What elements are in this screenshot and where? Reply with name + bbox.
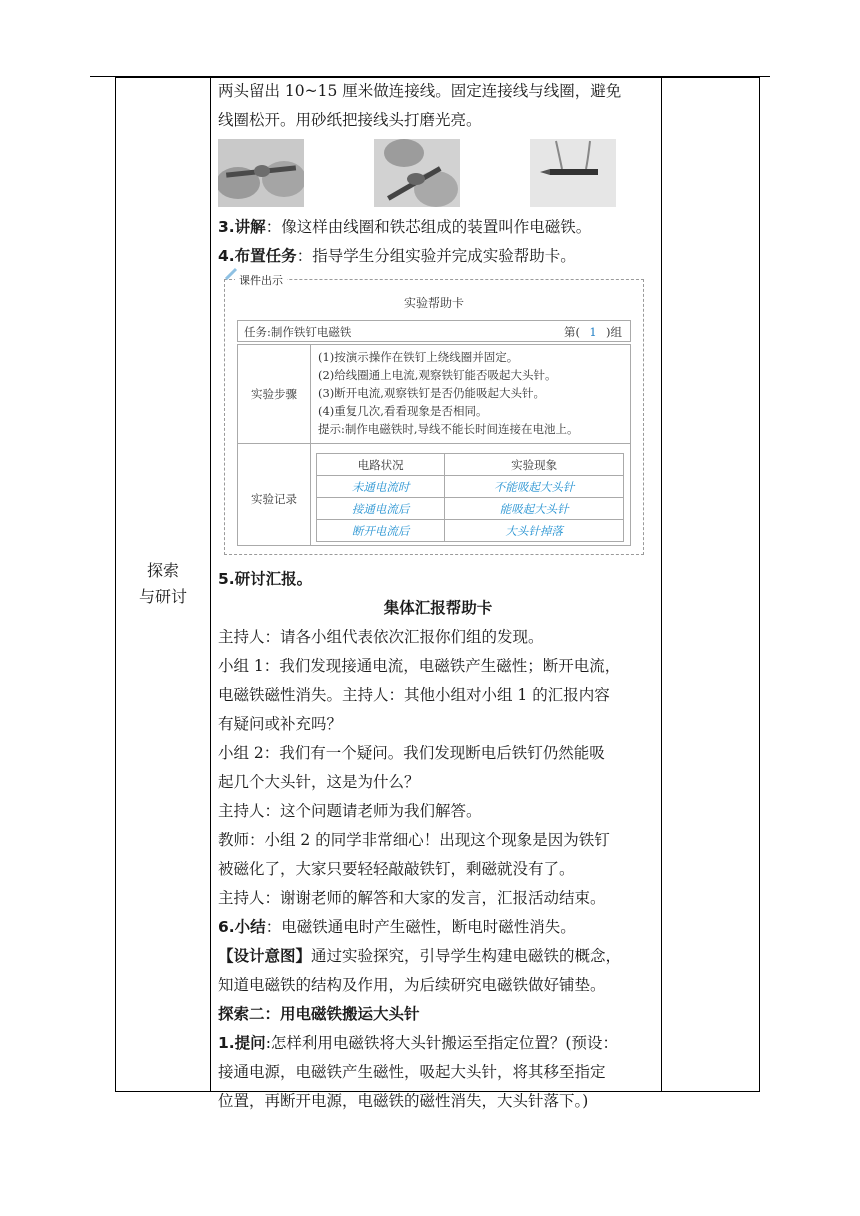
step-3-text: ：像这样由线圈和铁芯组成的装置叫作电磁铁。 bbox=[265, 218, 592, 236]
table-row: 未通电流时 不能吸起大头针 bbox=[317, 476, 624, 498]
text-line: 接通电源，电磁铁产生磁性，吸起大头针，将其移至指定 bbox=[218, 1063, 606, 1081]
text-line: 小组 1：我们发现接通电流，电磁铁产生磁性；断开电流， bbox=[218, 657, 621, 675]
question-1: 1.提问:怎样利用电磁铁将大头针搬运至指定位置？(预设： bbox=[218, 1034, 618, 1052]
text-line: 位置，再断开电源，电磁铁的磁性消失，大头针落下。) bbox=[218, 1092, 589, 1110]
photo-strip bbox=[218, 139, 658, 211]
column-divider-right bbox=[661, 78, 662, 1091]
photo-finished-electromagnet bbox=[530, 139, 616, 207]
text-line: 线圈松开。用砂纸把接线头打磨光亮。 bbox=[218, 111, 482, 129]
steps-list bbox=[318, 348, 630, 438]
task-row bbox=[237, 320, 631, 342]
step-item: (2)给线圈通上电流,观察铁钉能否吸起大头针。 bbox=[318, 368, 557, 382]
column-divider-left bbox=[210, 78, 211, 1091]
text-line: 被磁化了，大家只要轻轻敲敲铁钉，剩磁就没有了。 bbox=[218, 860, 575, 878]
step-item: (1)按演示操作在铁钉上绕线圈并固定。 bbox=[318, 350, 519, 364]
step-4 bbox=[218, 242, 658, 271]
text-line: 主持人：请各小组代表依次汇报你们组的发现。 bbox=[218, 628, 544, 646]
step-tip: 提示:制作电磁铁时,导线不能长时间连接在电池上。 bbox=[318, 422, 579, 436]
photo-winding-coil bbox=[218, 139, 304, 207]
record-header: 实验现象 bbox=[445, 454, 624, 476]
table-row: 断开电流后 大头针掉落 bbox=[317, 520, 624, 542]
record-header: 电路状况 bbox=[317, 454, 445, 476]
step-3-label: 3.讲解 bbox=[218, 218, 266, 236]
group-number: 第( 1 )组 bbox=[564, 325, 622, 339]
step-4-label: 4.布置任务 bbox=[218, 247, 297, 265]
text-line: 小组 2：我们有一个疑问。我们发现断电后铁钉仍然能吸 bbox=[218, 744, 605, 762]
section-label bbox=[116, 558, 210, 610]
record-table bbox=[316, 453, 624, 542]
step-3 bbox=[218, 213, 658, 242]
photo-fixing-wire bbox=[374, 139, 460, 207]
card-tag: 课件出示 bbox=[235, 272, 287, 290]
report-card-title: 集体汇报帮助卡 bbox=[383, 599, 493, 617]
design-intent: 【设计意图】通过实验探究，引导学生构建电磁铁的概念， bbox=[218, 947, 622, 965]
section-label-line2: 与研讨 bbox=[138, 587, 187, 606]
card-main-box bbox=[237, 344, 631, 546]
text-line: 两头留出 10~15 厘米做连接线。固定连接线与线圈，避免 bbox=[218, 82, 622, 100]
step-5: 5.研讨汇报。 bbox=[218, 570, 313, 588]
text-line: 有疑问或补充吗？ bbox=[218, 715, 343, 733]
step-6: 6.小结：电磁铁通电时产生磁性，断电时磁性消失。 bbox=[218, 918, 576, 936]
text-line: 教师：小组 2 的同学非常细心！出现这个现象是因为铁钉 bbox=[218, 831, 610, 849]
task-text: 任务:制作铁钉电磁铁 bbox=[244, 325, 352, 339]
card-title: 实验帮助卡 bbox=[403, 296, 464, 310]
experiment-help-card bbox=[224, 274, 644, 555]
text-line: 主持人：这个问题请老师为我们解答。 bbox=[218, 802, 482, 820]
text-line: 电磁铁磁性消失。主持人：其他小组对小组 1 的汇报内容 bbox=[218, 686, 610, 704]
steps-label: 实验步骤 bbox=[251, 387, 297, 401]
record-label: 实验记录 bbox=[251, 492, 297, 506]
step-item: (3)断开电流,观察铁钉是否仍能吸起大头针。 bbox=[318, 386, 545, 400]
step-item: (4)重复几次,看看现象是否相同。 bbox=[318, 404, 488, 418]
text-line: 知道电磁铁的结构及作用，为后续研究电磁铁做好铺垫。 bbox=[218, 976, 606, 994]
text-line: 起几个大头针，这是为什么？ bbox=[218, 773, 420, 791]
explore-2-title: 探索二：用电磁铁搬运大头针 bbox=[218, 1005, 420, 1023]
table-row: 接通电流后 能吸起大头针 bbox=[317, 498, 624, 520]
text-line: 主持人：谢谢老师的解答和大家的发言，汇报活动结束。 bbox=[218, 889, 606, 907]
step-4-text: ：指导学生分组实验并完成实验帮助卡。 bbox=[296, 247, 576, 265]
section-label-line1: 探索 bbox=[146, 561, 179, 580]
main-content bbox=[218, 77, 658, 1116]
